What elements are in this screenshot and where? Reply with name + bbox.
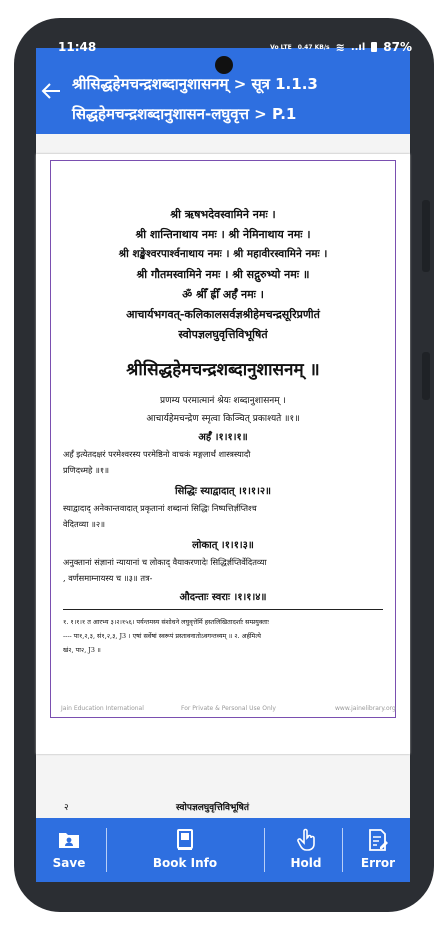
hold-button[interactable]: [276, 818, 336, 884]
sutra-4: औदन्ताः स्वराः ।१।१।४॥: [179, 592, 267, 603]
battery-level: 87%: [383, 40, 412, 54]
breadcrumb-subtitle[interactable]: सिद्धहेमचन्द्रशब्दानुशासन-लघुवृत्त > P.1: [72, 105, 297, 123]
folder-icon: [57, 828, 81, 852]
commentary-3a: अनुक्तानां संज्ञानां न्यायानां च लोकाद् वैयाकरणादेः सिद्धिर्ज्ञप्तिर्वेदितव्या: [63, 557, 267, 567]
next-page-header: स्वोपज्ञलघुवृत्तिविभूषितं: [176, 803, 250, 813]
watermark-center: For Private & Personal Use Only: [181, 705, 276, 712]
save-label: Save: [52, 856, 86, 870]
wifi-icon: ≋: [335, 40, 345, 54]
camera-hole: [215, 56, 233, 74]
bottom-navigation: [36, 818, 410, 882]
footnote-divider: [63, 609, 383, 610]
footnote-3: खं२, पा२, J3 ॥: [63, 646, 101, 654]
sutra-3: लोकात् ।१।१।३॥: [192, 540, 254, 551]
save-button[interactable]: [36, 818, 102, 884]
document-page: [36, 154, 410, 754]
document-viewer[interactable]: [36, 134, 410, 818]
nav-separator: [106, 828, 107, 872]
error-button[interactable]: [348, 818, 408, 884]
status-bar: [36, 40, 434, 72]
commentary-1b: प्रणिदध्महे ॥१॥: [63, 465, 110, 475]
main-title: श्रीसिद्धहेमचन्द्रशब्दानुशासनम् ॥: [126, 360, 320, 380]
book-info-button[interactable]: [140, 818, 230, 884]
sutra-2: सिद्धिः स्याद्वादात् ।१।१।२॥: [174, 486, 272, 497]
invocation-line-1: श्री ऋषभदेवस्वामिने नमः ।: [170, 208, 276, 221]
author-line: आचार्यभगवत्-कलिकालसर्वज्ञश्रीहेमचन्द्रसूरिप्रणीतं: [126, 308, 320, 321]
commentary-line: स्वोपज्ञलघुवृत्तिविभूषितं: [178, 328, 268, 341]
screen: [36, 40, 412, 882]
page-border: [50, 160, 396, 718]
invocation-line-3: श्री शङ्खेश्वरपार्श्वनाथाय नमः । श्री महावीरस्वामिने नमः ।: [118, 248, 328, 260]
nav-separator: [342, 828, 343, 872]
book-info-label: Book Info: [152, 856, 218, 870]
signal-icon: ..ıl: [350, 41, 366, 53]
status-time: 11:48: [58, 40, 97, 54]
next-page-number: २: [64, 803, 69, 813]
edit-document-icon: [366, 828, 390, 852]
nav-separator: [264, 828, 265, 872]
hand-tap-icon: [294, 828, 318, 852]
watermark-right: www.jainelibrary.org: [335, 705, 396, 712]
battery-icon: [371, 42, 377, 52]
volume-button: [422, 352, 430, 400]
book-icon: [173, 828, 197, 852]
back-arrow-icon[interactable]: [40, 80, 62, 106]
network-type: Vo LTE: [270, 43, 292, 51]
commentary-1a: अर्हँ इत्येतदक्षरं परमेश्वरस्य परमेष्ठिनो वाचकं मङ्गलार्थं शास्त्रस्यादौ: [63, 449, 251, 459]
watermark-left: Jain Education International: [61, 705, 144, 712]
verse-2: आचार्यहेमचन्द्रेण स्मृत्वा किञ्चित् प्रकाश्यते ॥१॥: [146, 414, 300, 424]
hold-label: Hold: [290, 856, 322, 870]
network-speed: 0.47 KB/s: [297, 43, 330, 51]
commentary-3b: , वर्णसमाम्नायस्य च ॥३॥ तत्र-: [63, 573, 153, 583]
invocation-line-4: श्री गौतमस्वामिने नमः । श्री सद्गुरुभ्यो नमः ॥: [136, 268, 310, 281]
error-label: Error: [360, 856, 396, 870]
sutra-1: अर्हँ ।१।१।१॥: [198, 432, 248, 443]
breadcrumb-title[interactable]: श्रीसिद्धहेमचन्द्रशब्दानुशासनम् > सूत्र 1.1.3: [72, 75, 318, 93]
commentary-2a: स्याद्वादाद् अनेकान्तवादात् प्रकृतानां शब्दानां सिद्धिः निष्पत्तिर्ज्ञप्तिश्च: [63, 503, 257, 513]
power-button: [422, 200, 430, 272]
invocation-line-2: श्री शान्तिनाथाय नमः । श्री नेमिनाथाय नमः ।: [135, 228, 311, 241]
footnote-1: १. १।१।१ त आरभ्य ३।२।१५६। पर्यन्तमस्य संशोधने लघुवृत्तेर्मि हस्तलिखितादर्शाः सम्प्रयुक्ताः: [63, 618, 269, 626]
verse-1: प्रणम्य परमात्मानं श्रेयः शब्दानुशासनम् ।: [160, 396, 286, 406]
status-icons: [270, 40, 412, 54]
commentary-2b: वेदितव्या ॥२॥: [63, 519, 106, 529]
invocation-line-5: ॐ श्रीँ ह्रीँ अर्हँ नमः ।: [182, 288, 264, 301]
footnote-2: ---- पा१,२,३, सं१,२,३, J3 । एषां सर्वेषां स्वरूपं प्रस्तावनातोऽवगन्तव्यम् ॥ २. अर्हमित्ये: [63, 632, 261, 640]
